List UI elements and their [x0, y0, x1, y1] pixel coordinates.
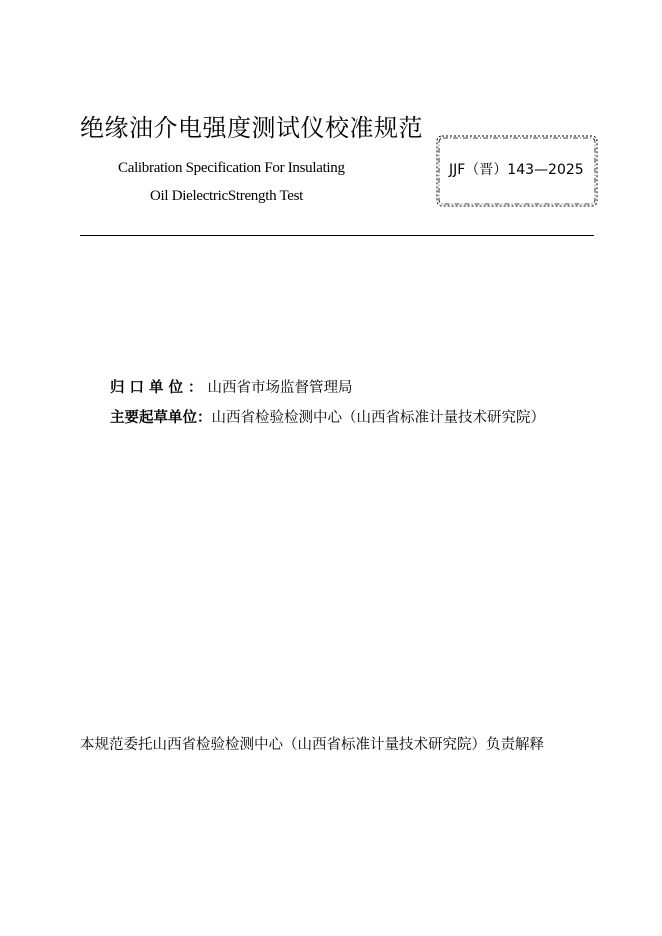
document-title-english-line1: Calibration Specification For Insulating [118, 160, 345, 176]
drafter-row [110, 406, 545, 427]
document-title-english-line2: Oil DielectricStrength Test [150, 188, 304, 204]
drafter-label: 主要起草单位： [110, 410, 212, 426]
document-title-chinese: 绝缘油介电强度测试仪校准规范 [80, 114, 423, 142]
authority-value: 山西省市场监督管理局 [207, 380, 353, 396]
interpretation-note: 本规范委托山西省检验检测中心（山西省标准计量技术研究院）负责解释 [80, 737, 544, 753]
standard-code: JJF（晋）143—2025 [449, 162, 584, 178]
drafter-value: 山西省检验检测中心（山西省标准计量技术研究院） [211, 410, 545, 426]
authority-label: 归口单位： [110, 380, 208, 396]
authority-row [110, 376, 353, 397]
standard-code-box [435, 134, 599, 208]
header-divider [80, 235, 594, 236]
